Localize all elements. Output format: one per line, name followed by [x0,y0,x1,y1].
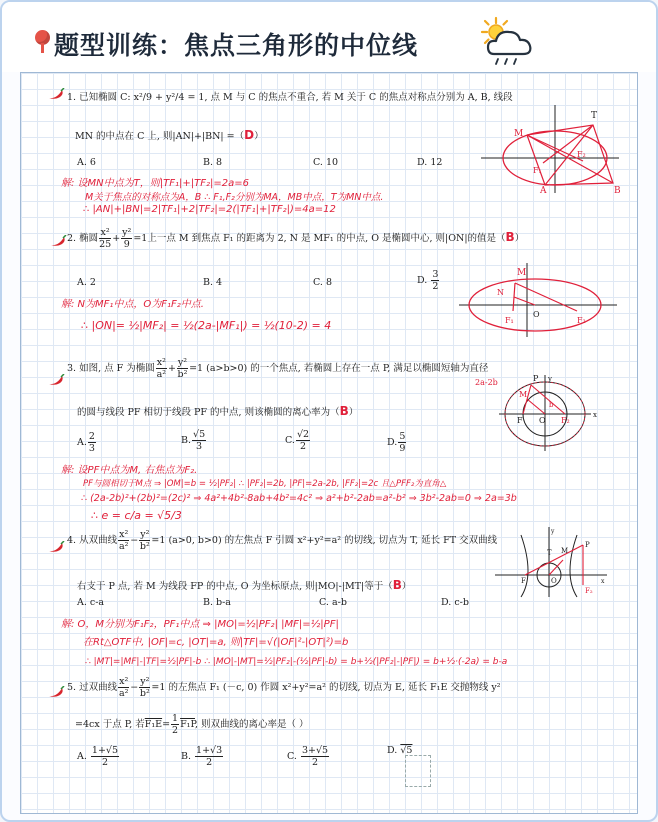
q4-frac-y-num: y² [140,529,150,540]
q1-fig-label-f1: F₁ [533,166,542,175]
q5-stem-body: =1 的左焦点 F₁ (－c, 0) 作圆 x²+y²=a² 的切线, 切点为 E, 延长 F₁E 交抛物线 y² [151,682,501,693]
q5-vector-equals: = [162,719,171,730]
q5-half-num: 1 [172,713,179,724]
q2-option-b: B. 4 [203,277,223,288]
q2-option-d-label: D. [417,275,428,286]
q3-option-c-frac [296,429,310,452]
q3-stem-body: =1 (a>b>0) 的一个焦点, 若椭圆上存在一点 P, 满足以椭圆短轴为直径 [189,363,489,374]
q2-frac-x-num: x² [100,227,110,238]
q5-option-b-den: 2 [206,757,213,768]
q2-frac-x [99,227,111,250]
q3-frac-x-den: a² [156,369,167,380]
q5-option-d-label: D. [387,745,398,756]
q2-option-c: C. 8 [313,277,333,288]
q2-frac-y [121,227,132,250]
q3-option-d-frac [398,431,406,454]
q4-work-line2: 在Rt△OTF中, |OF|=c, |OT|=a, 则|TF|=√(|OF|²-|OT|²)=b [83,637,349,648]
q1-fig-label-a: A [540,186,547,195]
pepper-bullet-icon [47,686,65,698]
pepper-bullet-icon [47,88,65,100]
q5-option-b-frac [195,745,223,768]
q3-fig-label-f: F [517,416,523,425]
q4-fig-label-y: y [551,528,555,535]
q5-half-den: 2 [172,725,179,736]
q3-option-b-den: 3 [196,441,203,452]
q2-stem-prefix: 2. 椭圆 [67,233,99,244]
q4-fig-label-p: P [585,541,590,549]
q4-fig-label-f2: F₂ [585,587,593,595]
q3-fig-label-b: b [549,401,554,409]
q1-fig-label-f2: F₂ [577,150,586,159]
q1-work-line1: 解: 设MN中点为T，则|TF₁|+|TF₂|=2a=6 [61,178,249,189]
header-bar [2,2,656,72]
q4-stem-text: 右支于 P 点, 若 M 为线段 FP 的中点, O 为坐标原点, 则|MO|-|MT|等于（ [77,581,393,592]
q4-option-b: B. b-a [203,597,231,608]
q3-option-b-num: √5 [193,429,206,440]
pepper-bullet-icon [47,374,65,386]
q2-answer: B [505,230,515,244]
q4-stem-prefix: 4. 从双曲线 [67,535,118,546]
q4-stem-line2 [77,578,411,592]
q5-option-c-frac [301,745,329,768]
q3-stem-text: 的圆与线段 PF 相切于线段 PF 的中点, 则该椭圆的离心率为（ [77,407,340,418]
q4-fig-label-f: F [521,577,526,585]
q3-frac-y-den: b² [177,369,188,380]
q4-frac-x [118,529,129,552]
q3-option-a-den: 3 [88,443,95,454]
sun-cloud-icon [476,14,548,68]
q5-stem: 5. 过双曲线 $\frac{\text{x²}}{\text{a²}}$ − $\frac{\text{y²}}{\text{b²}}$ =1 的左焦点 F₁ (－c, 0) 作圆 x²+y²=a² 的切线, 切点为 E, 延长 F₁E 交抛物线 y² [67,676,501,699]
q5-frac-x-den: a² [118,688,129,699]
q4-fig-label-m: M [561,547,569,555]
q5-option-a-den: 2 [101,757,108,768]
q5-option-c [287,745,330,768]
q4-work-line3: ∴ |MT|=|MF|-|TF|=½|PF|-b ∴ |MO|-|MT|=½|PF₂|-(½|PF|-b) = b+½(|PF₂|-|PF|) = b+½·(-2a) = b-a [85,657,508,667]
q2-fig-label-f2: F₂ [577,316,586,325]
q5-half-frac [171,713,179,736]
q5-frac-x-num: x² [119,676,129,687]
q5-frac-y [139,676,150,699]
q4-answer: B [392,578,402,592]
q5-frac-x [118,676,129,699]
q1-stem-text: MN 的中点在 C 上, 则|AN|+|BN| =（ [75,131,245,142]
q2-option-d-den: 2 [432,281,439,292]
q1-work-line3: ∴ |AN|+|BN|=2|TF₁|+2|TF₂|=2(|TF₁|+|TF₂|)=4a=12 [83,204,336,215]
q1-stem-line1: 1. 已知椭圆 C: x²/9 + y²/4 = 1, 点 M 与 C 的焦点不重合, 若 M 关于 C 的焦点对称点分别为 A, B, 线段 [67,92,513,103]
q3-fig-label-f2: F₂ [561,416,570,425]
q4-fig-label-t: T [547,549,552,557]
q1-option-a: A. 6 [77,157,96,168]
q3-option-c-den: 2 [299,441,307,452]
q5-option-b-label: B. [181,751,192,762]
q5-stem-prefix: 5. 过双曲线 [67,682,118,693]
q1-fig-label-t: T [591,111,598,121]
q5-option-c-den: 2 [312,757,319,768]
q3-frac-y-num: y² [177,357,188,368]
q3-stem-line2 [77,404,358,418]
q1-fig-label-b: B [614,186,621,195]
q5-placeholder-box [405,755,431,787]
q3-frac-y [177,357,188,380]
q4-frac-x-den: a² [118,541,129,552]
q3-option-d-num: 5 [399,431,406,442]
q3-close: ） [348,407,359,418]
q2-option-d-num: 3 [432,269,439,280]
q3-fig-label-2a-2b: 2a-2b [475,378,498,387]
q5-stem-text: =4cx 于点 P, 若 [75,719,145,730]
page-title: 题型训练：焦点三角形的中位线 [54,31,419,60]
q3-work-line3: ∴ (2a-2b)²+(2b)²=(2c)² ⇒ 4a²+4b²-8ab+4b²=4c² ⇒ a²+b²-2ab=a²-b² ⇒ 3b²-2ab=0 ⇒ 2a=3b [81,493,517,504]
q3-stem: 3. 如图, 点 F 为椭圆 $\frac{\text{x²}}{\text{a²}}$ + $\frac{\text{y²}}{\text{b²}}$ =1 (a>b>0) 的一个焦点, 若椭圆上存在一点 P, 满足以椭圆短轴为直径 [67,357,489,380]
q3-option-d-den: 9 [399,443,406,454]
q4-frac-y [139,529,150,552]
q3-option-a-num: 2 [88,431,95,442]
q3-fig-label-p: P [533,374,539,383]
q2-option-d-frac [431,269,439,292]
q2-option-d [417,269,440,292]
q4-frac-x-num: x² [119,529,129,540]
q2-frac-x-den: 25 [99,239,112,250]
q1-answer: D [244,128,255,142]
q3-fig-label-y: y [548,375,552,383]
q2-ellipse-figure [453,261,621,339]
q5-frac-y-num: y² [140,676,150,687]
q2-fig-label-m: M [517,268,527,278]
q3-fig-label-o: O [539,416,546,425]
q3-frac-x [156,357,167,380]
q5-option-a-label: A. [77,751,87,762]
q3-option-b-label: B. [181,435,192,446]
q3-stem-prefix: 3. 如图, 点 F 为椭圆 [67,363,155,374]
q3-ellipse-figure [473,371,621,453]
q5-vector-f1p: F₁P [180,719,195,730]
q1-option-b: B. 8 [203,157,223,168]
q4-frac-y-den: b² [139,541,150,552]
q3-option-b-frac [192,429,206,452]
q4-hyperbola-figure [491,525,611,599]
q5-option-d-value: √5 [400,745,413,756]
q1-work-line2: M关于焦点的对称点为A，B ∴ F₁,F₂分别为MA，MB中点，T为MN中点. [85,192,384,203]
q4-work-line1: 解: O，M分别为F₁F₂，PF₁中点 ⇒ |MO|=½|PF₂| |MF|=½|PF| [61,619,339,630]
q5-frac-y-den: b² [139,688,150,699]
q5-option-a-frac [91,745,119,768]
q2-fig-label-n: N [497,288,504,297]
q3-option-a-label: A. [77,437,87,448]
q1-option-d: D. 12 [417,157,443,168]
pepper-bullet-icon [47,541,65,553]
q3-option-c-num: √2 [296,429,310,440]
q1-fig-label-m: M [514,129,524,139]
q2-option-a: A. 2 [77,277,96,288]
q2-frac-y-den: 9 [123,239,130,250]
q3-option-c-label: C. [285,435,295,446]
q4-fig-label-x: x [601,578,605,585]
q5-option-b-num: 1+√3 [196,745,223,756]
q3-fig-label-x: x [593,411,597,419]
q5-option-b [181,745,224,768]
q5-stem-tail: , 则双曲线的离心率是（ ） [194,719,309,730]
q2-work-line2: ∴ |ON|= ½|MF₂| = ½(2a-|MF₁|) = ½(10-2) = 4 [81,319,332,332]
q3-fig-label-m: M [519,390,528,399]
q5-vector-f1e: F₁E [144,719,163,730]
pepper-bullet-icon [49,235,67,247]
q3-option-a-frac [88,431,96,454]
q2-frac-y-num: y² [122,227,132,238]
q3-option-d-label: D. [387,437,398,448]
q2-stem-body: =1上一点 M 到焦点 F₁ 的距离为 2, N 是 MF₁ 的中点, O 是椭圆中心, 则|ON|的值是（ [133,233,506,244]
q3-work-line4: ∴ e = c/a = √5/3 [91,509,182,522]
q4-option-a: A. c-a [77,597,105,608]
q3-option-d [387,431,407,454]
q3-option-b [181,429,207,452]
q4-stem-body: =1 (a>0, b>0) 的左焦点 F 引圆 x²+y²=a² 的切线, 切点为 T, 延长 FT 交双曲线 [151,535,498,546]
q3-option-c [285,429,311,452]
q4-close: ） [401,581,412,592]
q4-option-d: D. c-b [441,597,469,608]
q4-option-c: C. a-b [319,597,347,608]
q5-option-a [77,745,120,768]
q3-answer: B [339,404,349,418]
q4-fig-label-o: O [551,577,557,585]
q1-ellipse-figure [473,103,623,195]
q1-stem-line2 [75,128,264,142]
q2-close: ） [514,233,525,244]
q5-option-c-label: C. [287,751,297,762]
q4-stem: 4. 从双曲线 $\frac{\text{x²}}{\text{a²}}$ − $\frac{\text{y²}}{\text{b²}}$ =1 (a>0, b>0) 的左焦点 F 引圆 x²+y²=a² 的切线, 切点为 T, 延长 FT 交双曲线 [67,529,498,552]
q2-fig-label-f1: F₁ [505,316,514,325]
q1-close: ） [254,131,264,142]
q2-fig-label-o: O [533,310,540,319]
grid-sheet [20,72,638,814]
pin-icon [35,30,50,45]
q5-stem-line2 [75,713,309,736]
q2-work-line1: 解: N为MF₁中点，O为F₁F₂中点. [61,299,204,310]
q3-frac-x-num: x² [156,357,166,368]
q1-option-c: C. 10 [313,157,339,168]
q3-work-line1: 解: 设PF中点为M, 右焦点为F₂. [61,465,198,476]
q5-option-c-num: 3+√5 [301,745,329,756]
q3-work-line2: PF与圆相切于M点 ⇒ |OM|=b = ½|PF₂| ∴ |PF₂|=2b, |PF|=2a-2b, |FF₂|=2c 且△PFF₂为直角△ [83,479,447,489]
q5-option-a-num: 1+√5 [91,745,119,756]
q3-option-a [77,431,97,454]
q2-stem: 2. 椭圆 $\frac{\text{x²}}{25}$ + $\frac{\text{y²}}{9}$ =1上一点 M 到焦点 F₁ 的距离为 2, N 是 MF₁ 的中点, O 是椭圆中心, 则|ON|的值是（B） [67,227,525,250]
